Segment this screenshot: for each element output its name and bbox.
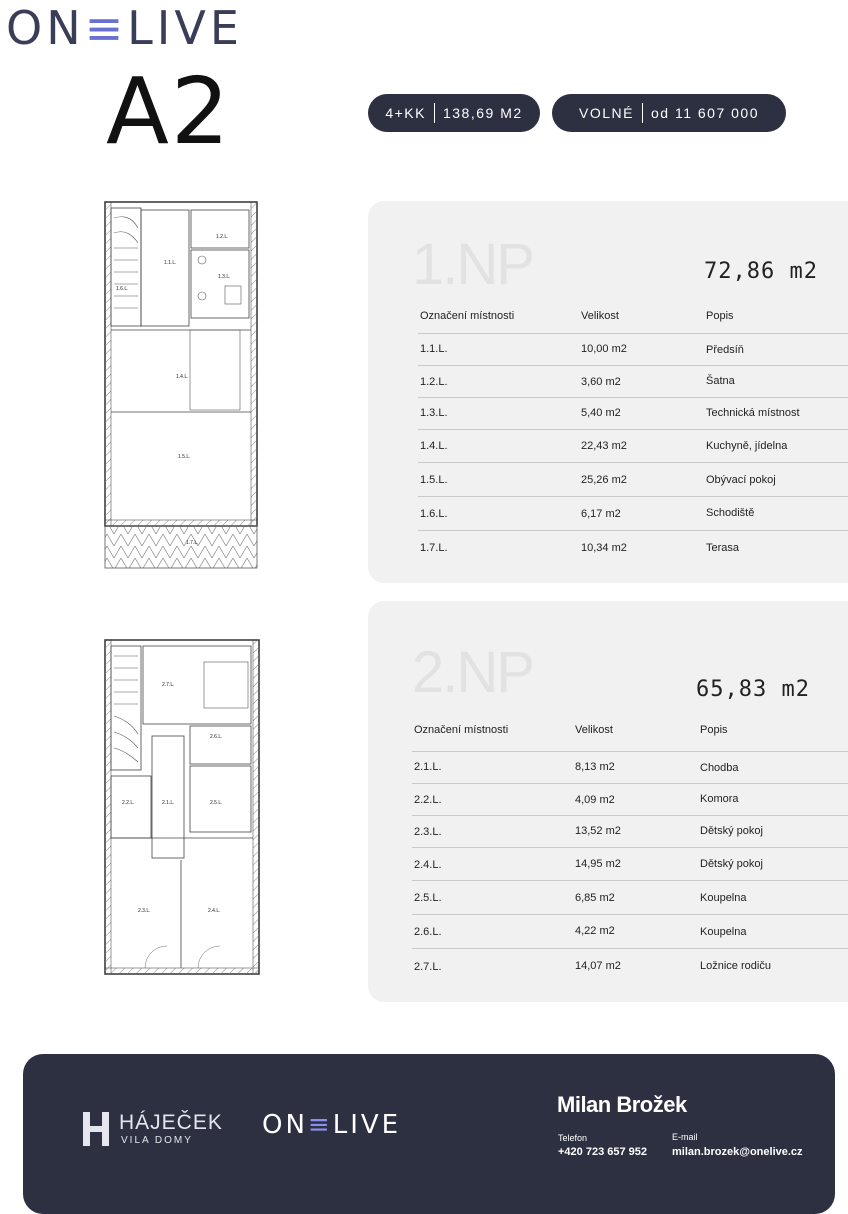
table-divider [418,496,848,497]
badge-divider [434,103,435,123]
room-size: 4,22 m2 [575,925,615,937]
floor-plan-2np [100,636,264,986]
room-desc: Šatna [706,375,735,387]
table-divider [418,397,848,398]
plan-label: 2.1.L. [162,800,175,806]
room-code: 1.7.L. [420,542,448,554]
room-code: 2.6.L. [414,926,442,938]
plan-label: 1.2.L. [216,234,229,240]
room-size: 14,07 m2 [575,960,621,972]
unit-code: A2 [106,58,232,165]
room-code: 2.7.L. [414,961,442,973]
room-code: 2.1.L. [414,761,442,773]
price-text: od 11 607 000 [650,105,759,121]
room-code: 2.2.L. [414,794,442,806]
footer-bar [23,1054,835,1214]
plan-label: 2.3.L. [138,908,151,914]
room-desc: Koupelna [700,892,747,904]
agent-name: Milan Brožek [557,1092,687,1117]
room-desc: Koupelna [700,926,747,938]
project-subtitle: VILA DOMY [121,1135,193,1146]
onelive-logo: ON≡LIVE [6,1,243,55]
floor-1np-panel [368,201,848,583]
floor-2np-panel [368,601,848,1002]
plan-label: 2.5.L. [210,800,223,806]
room-code: 2.4.L. [414,859,442,871]
floor-label: 2.NP [412,640,533,705]
unit-status-badge [552,94,786,132]
plan-label: 2.6.L. [210,734,223,740]
room-desc: Kuchyně, jídelna [706,440,788,452]
table-divider [418,462,848,463]
column-header-desc: Popis [706,310,734,322]
room-size: 10,34 m2 [581,542,627,554]
floor-label: 1.NP [412,232,533,297]
room-size: 10,00 m2 [581,343,627,355]
room-size: 22,43 m2 [581,440,627,452]
phone-link[interactable]: +420 723 657 952 [558,1146,648,1158]
room-code: 1.5.L. [420,474,448,486]
column-header-size: Velikost [575,724,613,736]
table-divider [418,429,848,430]
column-header-room: Označení místnosti [414,724,509,736]
table-divider [418,530,848,531]
room-desc: Komora [700,793,739,805]
room-code: 1.6.L. [420,508,448,520]
floor-plan-1np [100,198,262,573]
table-divider [412,880,848,881]
room-size: 6,17 m2 [581,508,621,520]
room-desc: Schodiště [706,507,755,519]
room-size: 25,26 m2 [581,474,627,486]
room-size: 8,13 m2 [575,761,615,773]
plan-label: 2.7.L. [162,682,175,688]
room-desc: Obývací pokoj [706,474,776,486]
room-size: 13,52 m2 [575,825,621,837]
hajecek-logo-icon [83,1112,109,1146]
phone-label: Telefon [558,1133,588,1143]
room-size: 5,40 m2 [581,407,621,419]
column-header-desc: Popis [700,724,728,736]
email-link[interactable]: milan.brozek@onelive.cz [672,1146,803,1158]
table-divider [412,948,848,949]
room-code: 1.1.L. [420,343,448,355]
column-header-size: Velikost [581,310,619,322]
column-header-room: Označení místnosti [420,310,515,322]
plan-label: 1.3.L. [218,274,231,280]
plan-label: 2.2.L. [122,800,135,806]
room-desc: Terasa [706,542,740,554]
room-code: 1.2.L. [420,376,448,388]
plan-label: 1.5.L. [178,454,191,460]
room-desc: Technická místnost [706,407,800,419]
plan-label: 1.6.L. [116,286,129,292]
room-desc: Dětský pokoj [700,825,763,837]
room-code: 2.3.L. [414,826,442,838]
room-desc: Předsíň [706,344,744,356]
room-code: 1.4.L. [420,440,448,452]
room-code: 2.5.L. [414,892,442,904]
status-text: VOLNÉ [579,105,634,121]
table-divider [412,815,848,816]
room-desc: Chodba [700,762,739,774]
onelive-footer-logo: ON≡LIVE [262,1110,402,1140]
table-divider [412,783,848,784]
plan-label: 1.7.L. [186,540,199,546]
unit-size-badge [368,94,540,132]
table-divider [412,914,848,915]
area-text: 138,69 M2 [442,105,523,121]
room-desc: Ložnice rodiču [700,960,771,972]
badge-divider [642,103,643,123]
table-divider [412,847,848,848]
room-size: 4,09 m2 [575,794,615,806]
room-size: 6,85 m2 [575,892,615,904]
room-desc: Dětský pokoj [700,858,763,870]
floor-total-area: 72,86 m2 [704,259,818,284]
room-size: 3,60 m2 [581,376,621,388]
plan-label: 1.4.L. [176,374,189,380]
email-label: E-mail [672,1132,698,1142]
plan-label: 2.4.L. [208,908,221,914]
table-divider [418,333,848,334]
room-code: 1.3.L. [420,407,448,419]
project-name: HÁJEČEK [119,1111,223,1134]
plan-label: 1.1.L. [164,260,177,266]
layout-text: 4+KK [385,105,426,121]
table-divider [418,365,848,366]
floor-total-area: 65,83 m2 [696,677,810,702]
room-size: 14,95 m2 [575,858,621,870]
table-divider [412,751,848,752]
